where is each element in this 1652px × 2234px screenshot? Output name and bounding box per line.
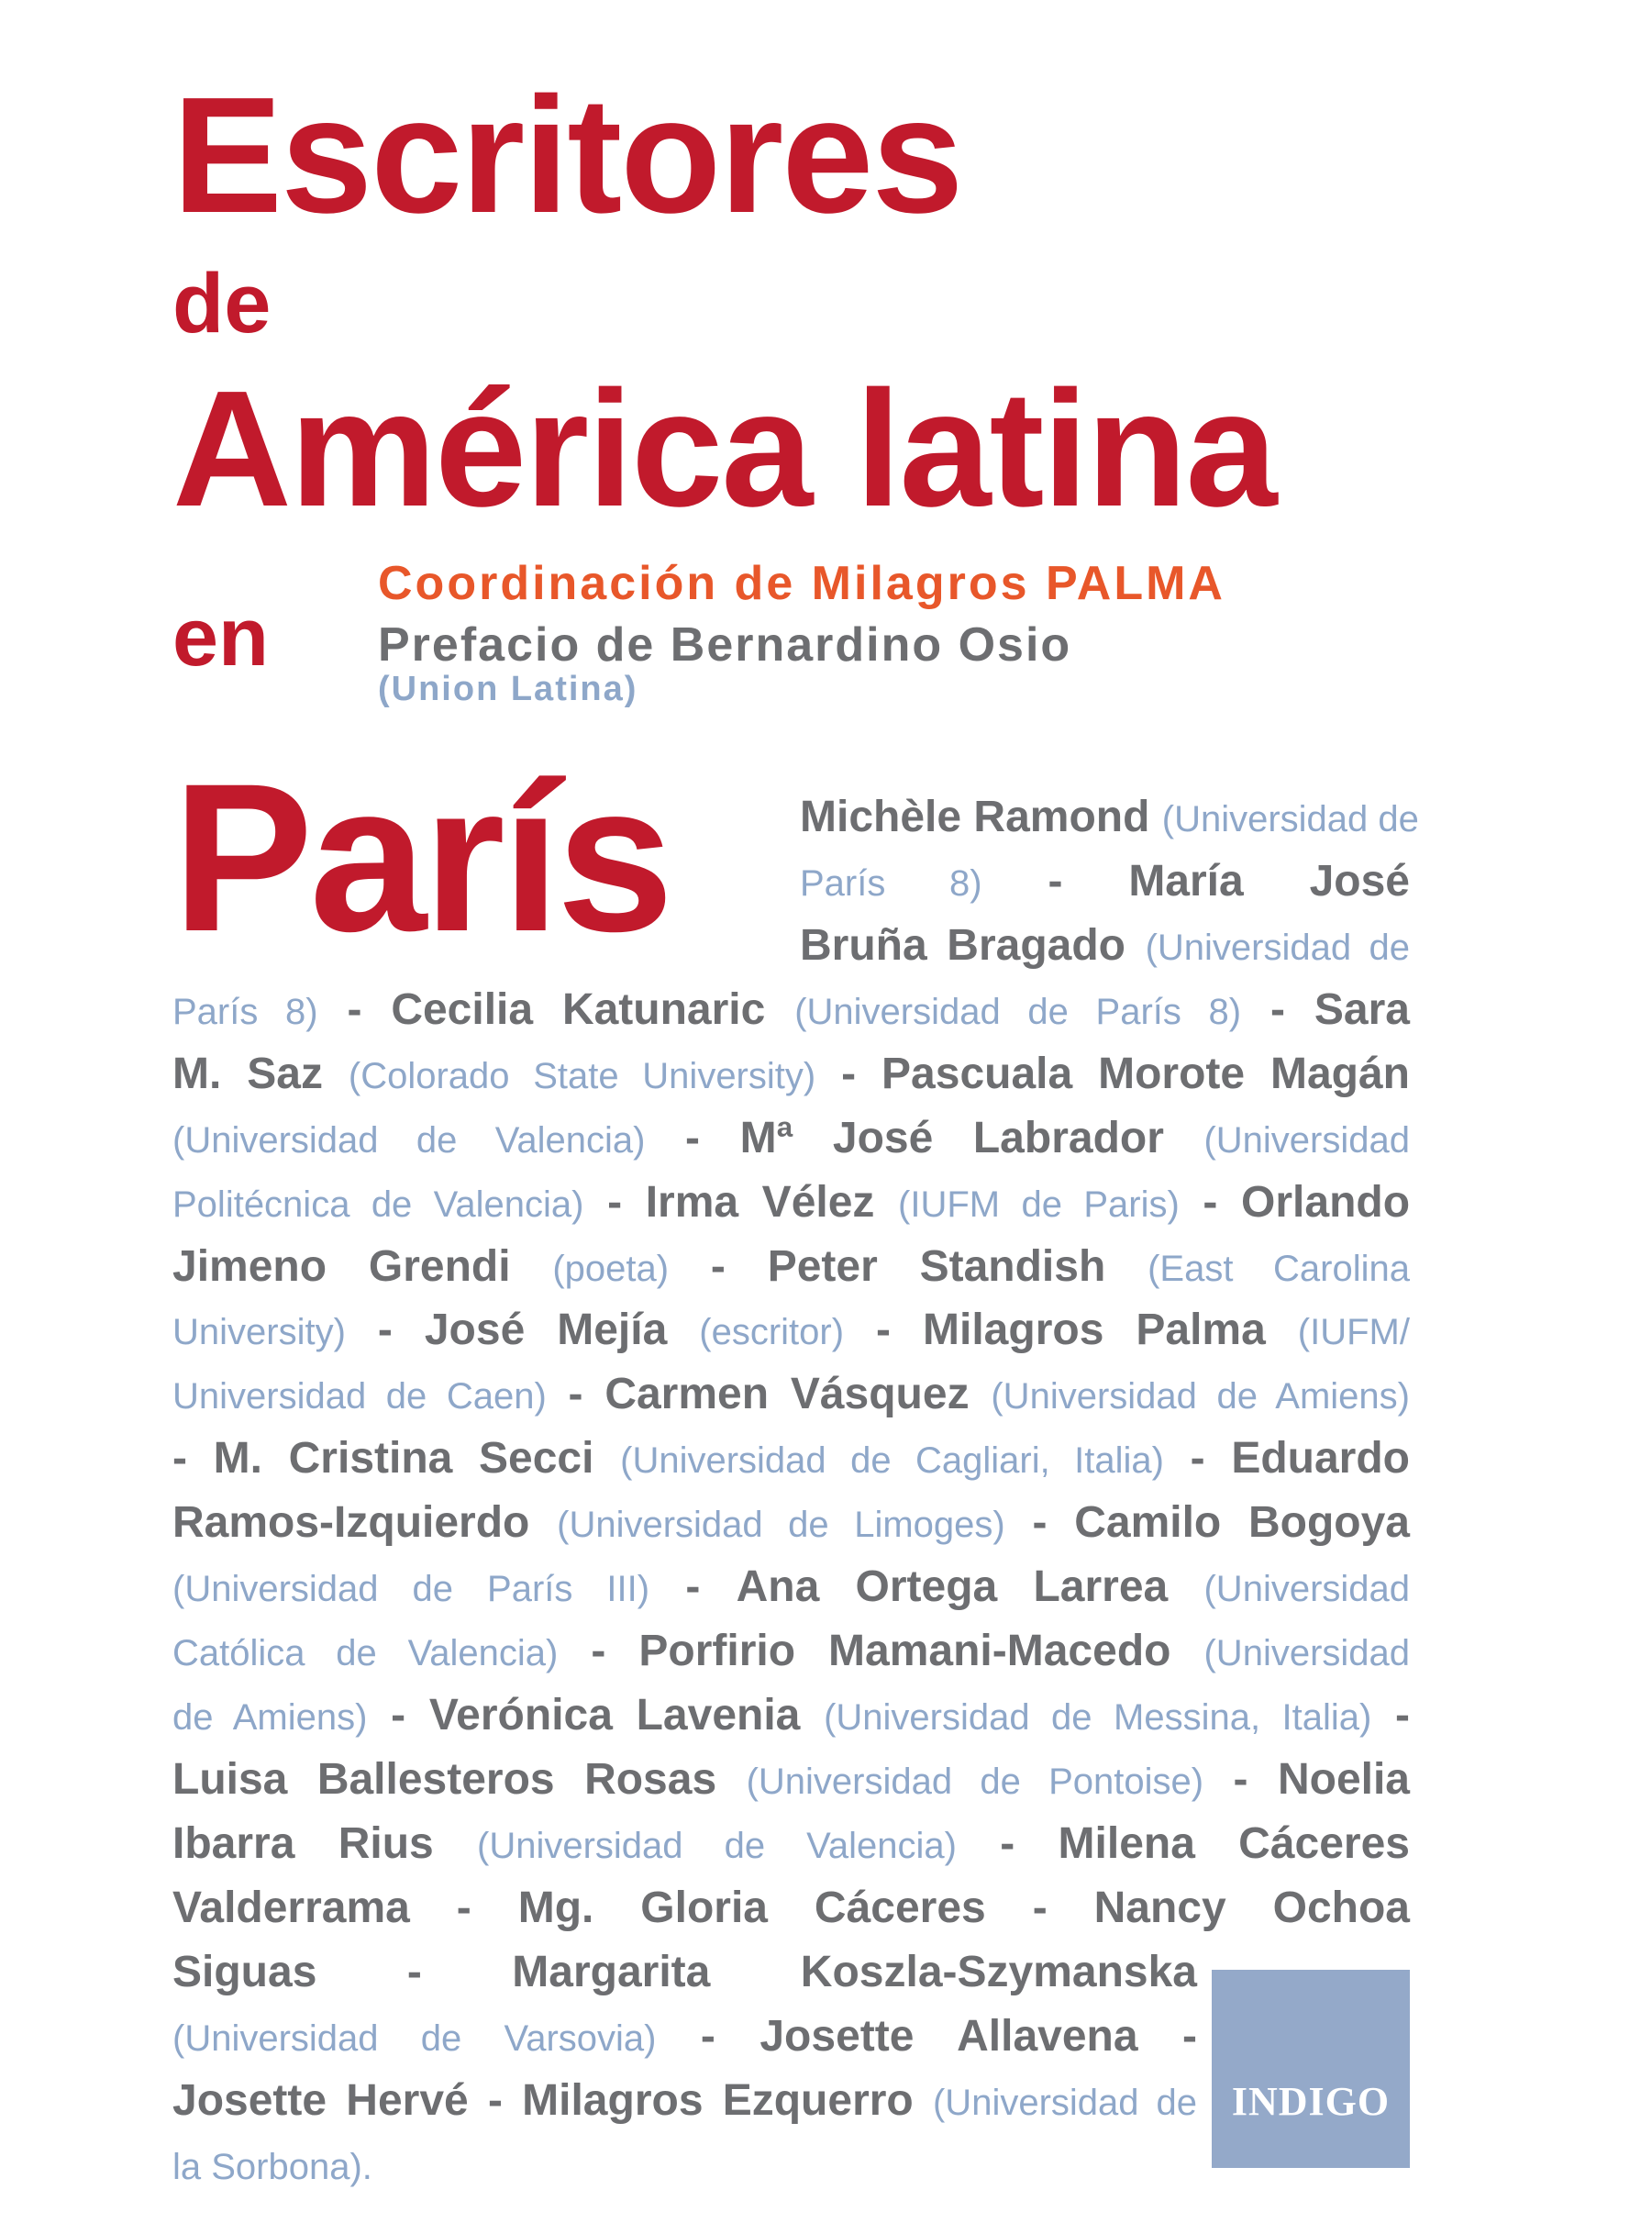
author-affiliation: (Universidad de Amiens) <box>991 1376 1410 1417</box>
author-line <box>172 1625 1410 1678</box>
author-affiliation: (Universidad de Limoges) <box>557 1505 1005 1546</box>
separator-dash: - <box>1395 1691 1411 1740</box>
author-line <box>800 855 1410 908</box>
separator-dash: - <box>1032 1498 1048 1548</box>
author-line <box>172 1946 1197 1999</box>
author-name: Carmen Vásquez <box>604 1370 970 1419</box>
author-name: Cecilia Katunaric <box>391 984 766 1034</box>
author-line <box>172 1432 1410 1485</box>
author-line <box>172 1240 1410 1294</box>
author-affiliation: (Universidad de París III) <box>172 1569 650 1610</box>
author-name: Orlando <box>1241 1177 1411 1227</box>
author-affiliation: (poeta) <box>552 1248 670 1289</box>
author-line <box>172 1496 1410 1550</box>
preface-credit: Prefacio de Bernardino Osio <box>378 618 1072 672</box>
author-name: Bruña Bragado <box>800 920 1125 970</box>
author-affiliation: París 8) <box>800 862 982 904</box>
author-name: M. Cristina Secci <box>213 1434 594 1484</box>
author-affiliation: (Universidad de Valencia) <box>477 1825 957 1866</box>
author-name: Valderrama <box>172 1883 410 1932</box>
author-name: Peter Standish <box>767 1241 1106 1291</box>
title-escritores: Escritores <box>172 63 962 248</box>
author-line <box>172 1048 1410 1101</box>
author-line <box>172 2010 1197 2063</box>
author-line <box>172 1753 1410 1806</box>
author-affiliation: (Universidad de Messina, Italia) <box>824 1697 1372 1739</box>
author-affiliation: (Universidad de París 8) <box>794 991 1242 1032</box>
separator-dash: - <box>172 1434 187 1484</box>
author-affiliation: de Amiens) <box>172 1697 368 1739</box>
separator-dash: - <box>391 1691 406 1740</box>
title-en: en <box>172 592 270 684</box>
author-line <box>172 1817 1410 1871</box>
author-name: Milagros Ezquerro <box>522 2075 914 2125</box>
author-name: Camilo Bogoya <box>1074 1498 1410 1548</box>
author-name: Eduardo <box>1231 1434 1410 1484</box>
author-name: Josette Allavena <box>759 2011 1138 2061</box>
author-affiliation: (Universidad de Valencia) <box>172 1119 646 1161</box>
author-affiliation: la Sorbona). <box>172 2146 372 2187</box>
author-affiliation: (Universidad de <box>932 2082 1197 2123</box>
author-name: María José <box>1128 856 1410 906</box>
separator-dash: - <box>456 1883 471 1932</box>
author-name: Milena Cáceres <box>1058 1818 1411 1868</box>
author-name: Mg. Gloria Cáceres <box>517 1883 986 1932</box>
separator-dash: - <box>1190 1434 1205 1484</box>
author-line <box>172 984 1410 1037</box>
author-name: Luisa Ballesteros Rosas <box>172 1754 717 1804</box>
author-name: José Mejía <box>424 1306 668 1355</box>
author-name: Ramos-Izquierdo <box>172 1498 530 1548</box>
separator-dash: - <box>841 1049 857 1098</box>
author-affiliation: (Universidad de Cagliari, Italia) <box>620 1440 1164 1482</box>
separator-dash: - <box>568 1370 583 1419</box>
author-affiliation: (Universidad <box>1203 1633 1411 1674</box>
separator-dash: - <box>1233 1754 1248 1804</box>
preface-affiliation: (Union Latina) <box>378 670 638 708</box>
author-name: Jimeno Grendi <box>172 1241 511 1291</box>
author-line <box>172 1112 1410 1165</box>
author-affiliation: (Universidad de <box>1161 799 1419 839</box>
author-name: Milagros Palma <box>923 1306 1266 1355</box>
author-affiliation: University) <box>172 1312 346 1353</box>
author-line <box>172 1176 1410 1229</box>
separator-dash: - <box>1203 1177 1218 1227</box>
title-de: de <box>172 257 272 350</box>
separator-dash: - <box>1270 984 1285 1034</box>
separator-dash: - <box>685 1113 701 1162</box>
author-affiliation: (Colorado State University) <box>348 1055 816 1096</box>
separator-dash: - <box>1182 2011 1197 2061</box>
separator-dash: - <box>876 1306 892 1355</box>
separator-dash: - <box>1048 856 1063 906</box>
author-name: Porfirio Mamani-Macedo <box>638 1627 1171 1676</box>
author-line <box>172 1561 1410 1614</box>
author-name: M. Saz <box>172 1049 323 1098</box>
author-line <box>172 1304 1410 1357</box>
separator-dash: - <box>710 1241 726 1291</box>
author-name: Verónica Lavenia <box>428 1691 801 1740</box>
author-line <box>172 2139 1197 2192</box>
publisher-name: INDIGO <box>1231 2079 1391 2124</box>
author-name: Mª José Labrador <box>739 1113 1164 1162</box>
author-line <box>172 1689 1410 1742</box>
title-paris: París <box>172 739 671 975</box>
separator-dash: - <box>700 2011 715 2061</box>
separator-dash: - <box>607 1177 623 1227</box>
author-affiliation: Politécnica de Valencia) <box>172 1184 584 1225</box>
author-affiliation: Universidad de Caen) <box>172 1376 547 1417</box>
author-name: Noelia <box>1277 1754 1410 1804</box>
publisher-logo <box>1212 1970 1410 2168</box>
author-affiliation: (IUFM/ <box>1297 1312 1410 1353</box>
author-name: Josette Hervé <box>172 2075 469 2125</box>
author-affiliation: (IUFM de Paris) <box>898 1184 1180 1225</box>
author-affiliation: (East Carolina <box>1148 1248 1410 1289</box>
author-affiliation: (Universidad <box>1203 1119 1410 1161</box>
author-affiliation: (Universidad de Varsovia) <box>172 2017 657 2059</box>
author-line <box>172 1882 1410 1935</box>
author-name: Siguas <box>172 1947 317 1996</box>
title-america-latina: América latina <box>172 357 1276 541</box>
author-name: Pascuala Morote Magán <box>881 1049 1410 1098</box>
separator-dash: - <box>591 1627 606 1676</box>
author-affiliation: París 8) <box>172 991 318 1032</box>
author-line <box>800 791 1419 844</box>
author-affiliation: Católica de Valencia) <box>172 1633 559 1674</box>
author-affiliation: (Universidad de Pontoise) <box>746 1761 1204 1802</box>
separator-dash: - <box>1000 1818 1015 1868</box>
author-affiliation: (Universidad <box>1203 1569 1411 1610</box>
author-name: Nancy Ochoa <box>1093 1883 1410 1932</box>
author-line <box>800 919 1410 973</box>
author-line <box>172 2074 1197 2128</box>
separator-dash: - <box>1032 1883 1048 1932</box>
author-name: Michèle Ramond <box>800 793 1150 841</box>
separator-dash: - <box>406 1947 422 1996</box>
separator-dash: - <box>685 1562 701 1612</box>
separator-dash: - <box>377 1306 393 1355</box>
author-line <box>172 1368 1410 1421</box>
separator-dash: - <box>487 2075 503 2125</box>
coordination-credit: Coordinación de Milagros PALMA <box>378 557 1225 610</box>
author-name: Irma Vélez <box>645 1177 875 1227</box>
author-name: Ibarra Rius <box>172 1818 434 1868</box>
author-name: Sara <box>1314 984 1410 1034</box>
author-name: Ana Ortega Larrea <box>736 1562 1169 1612</box>
author-name: Margarita Koszla-Szymanska <box>512 1947 1197 1996</box>
separator-dash: - <box>347 984 362 1034</box>
author-affiliation: (escritor) <box>699 1312 845 1353</box>
author-affiliation: (Universidad de <box>1145 927 1410 968</box>
